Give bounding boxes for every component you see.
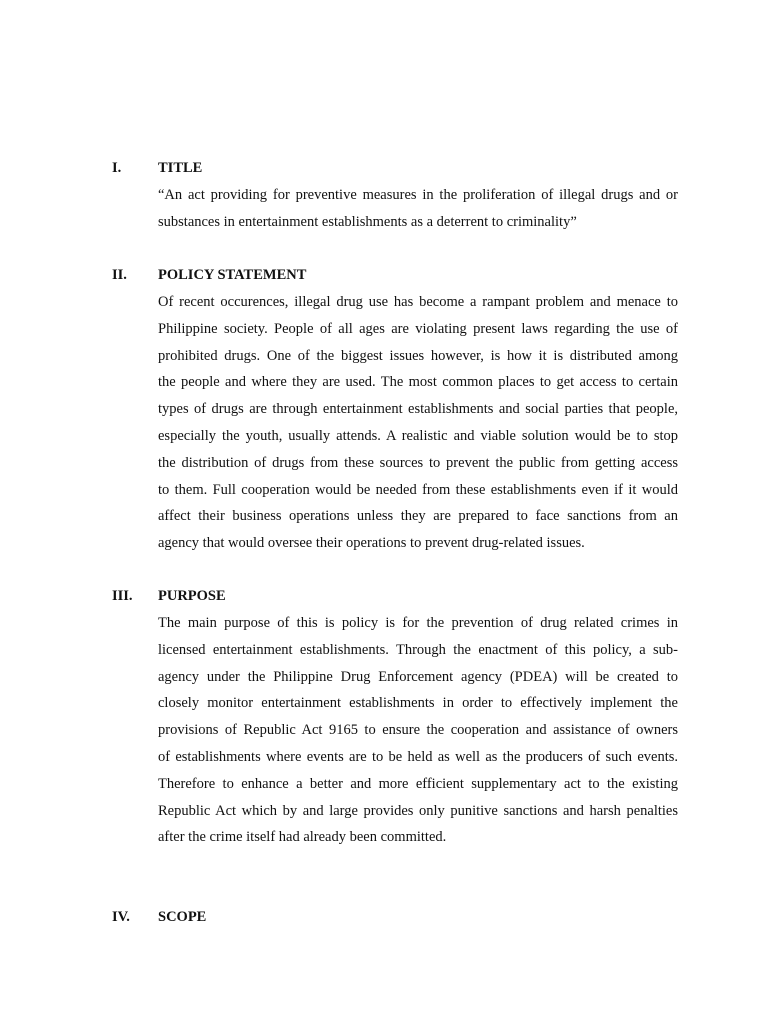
body-line: to them. Full cooperation would be needed from these establishments even if it would — [158, 481, 678, 498]
body-line: “An act providing for preventive measures in the proliferation of illegal drugs and or — [158, 187, 678, 203]
section-body — [158, 182, 678, 236]
section-heading: SCOPE — [158, 909, 207, 925]
body-line: licensed entertainment establishments. Through the enactment of this policy, a sub- — [158, 641, 678, 658]
section-number: III. — [112, 588, 133, 604]
body-line: The main purpose of this is policy is for the prevention of drug related crimes in — [158, 615, 678, 631]
body-line: Philippine society. People of all ages are violating present laws regarding the use of — [158, 320, 678, 337]
body-line: the distribution of drugs from these sources to prevent the public from getting access — [158, 454, 678, 471]
body-line: agency that would oversee their operations to prevent drug-related issues. — [158, 535, 585, 552]
body-line: agency under the Philippine Drug Enforcement agency (PDEA) will be created to — [158, 668, 678, 685]
body-line: the people and where they are used. The most common places to get access to certain — [158, 374, 678, 391]
section-number: IV. — [112, 909, 130, 925]
section-heading: PURPOSE — [158, 588, 226, 604]
body-line: after the crime itself had already been committed. — [158, 829, 447, 846]
body-line: substances in entertainment establishments as a deterrent to criminality” — [158, 213, 577, 230]
body-line: of establishments where events are to be held as well as the producers of such events. — [158, 748, 678, 765]
body-line: Republic Act which by and large provides only punitive sanctions and harsh penalties — [158, 802, 678, 819]
section-body — [158, 289, 678, 557]
body-line: Therefore to enhance a better and more efficient supplementary act to the existing — [158, 775, 678, 792]
body-line: closely monitor entertainment establishments in order to effectively implement the — [158, 695, 678, 712]
section-number: I. — [112, 160, 122, 176]
section-number: II. — [112, 267, 127, 283]
body-line: Of recent occurences, illegal drug use has become a rampant problem and menace to — [158, 294, 678, 310]
section-body — [158, 610, 678, 851]
body-line: especially the youth, usually attends. A realistic and viable solution would be to stop — [158, 427, 678, 444]
body-line: affect their business operations unless they are prepared to face sanctions from an — [158, 508, 678, 525]
body-line: prohibited drugs. One of the biggest issues however, is how it is distributed among — [158, 347, 678, 364]
body-line: types of drugs are through entertainment establishments and social parties that people, — [158, 401, 678, 418]
body-line: provisions of Republic Act 9165 to ensure the cooperation and assistance of owners — [158, 722, 678, 739]
section-heading: POLICY STATEMENT — [158, 267, 307, 283]
section-heading: TITLE — [158, 160, 203, 176]
